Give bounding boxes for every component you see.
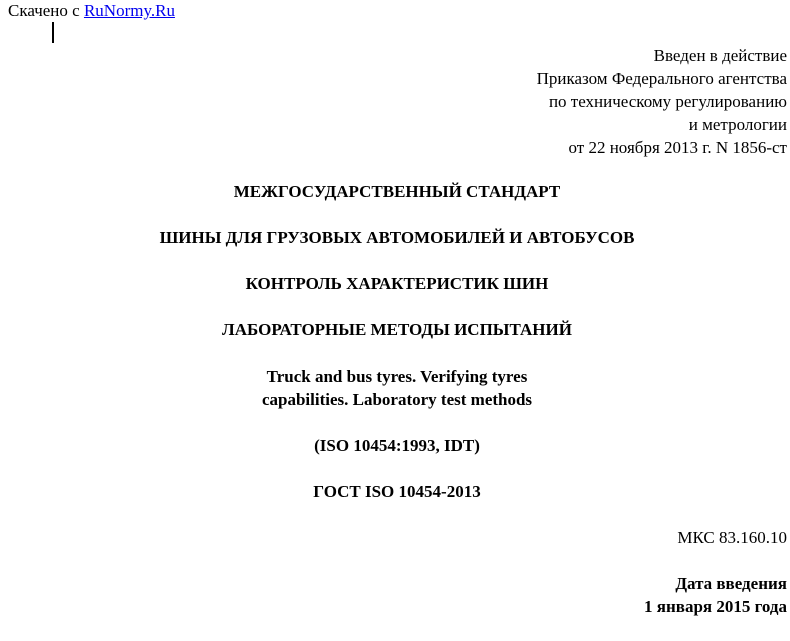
adoption-line: Введен в действие <box>653 46 787 65</box>
introduction-label: Дата введения <box>675 574 787 593</box>
gost-number: ГОСТ ISO 10454-2013 <box>313 482 481 501</box>
standard-type-heading: МЕЖГОСУДАРСТВЕННЫЙ СТАНДАРТ <box>233 182 561 201</box>
text-cursor <box>52 22 54 43</box>
adoption-line: от 22 ноября 2013 г. N 1856-ст <box>568 138 787 157</box>
adoption-block <box>537 44 787 159</box>
control-heading: КОНТРОЛЬ ХАРАКТЕРИСТИК ШИН <box>245 274 549 293</box>
mks-code: МКС 83.160.10 <box>677 528 787 547</box>
subject-heading: ШИНЫ ДЛЯ ГРУЗОВЫХ АВТОМОБИЛЕЙ И АВТОБУСОВ <box>159 228 635 247</box>
adoption-line: по техническому регулированию <box>548 92 787 111</box>
english-title-line-1: Truck and bus tyres. Verifying tyres <box>266 367 528 386</box>
methods-heading: ЛАБОРАТОРНЫЕ МЕТОДЫ ИСПЫТАНИЙ <box>222 320 572 339</box>
download-prefix: Скачено с <box>8 1 80 20</box>
iso-reference: (ISO 10454:1993, IDT) <box>314 436 480 455</box>
english-title-line-2: capabilities. Laboratory test methods <box>261 390 533 409</box>
download-source-line <box>8 0 175 22</box>
introduction-date: 1 января 2015 года <box>644 597 787 616</box>
runormy-link[interactable]: RuNormy.Ru <box>83 1 175 20</box>
adoption-line: и метрологии <box>688 115 787 134</box>
adoption-line: Приказом Федерального агентства <box>536 69 787 88</box>
